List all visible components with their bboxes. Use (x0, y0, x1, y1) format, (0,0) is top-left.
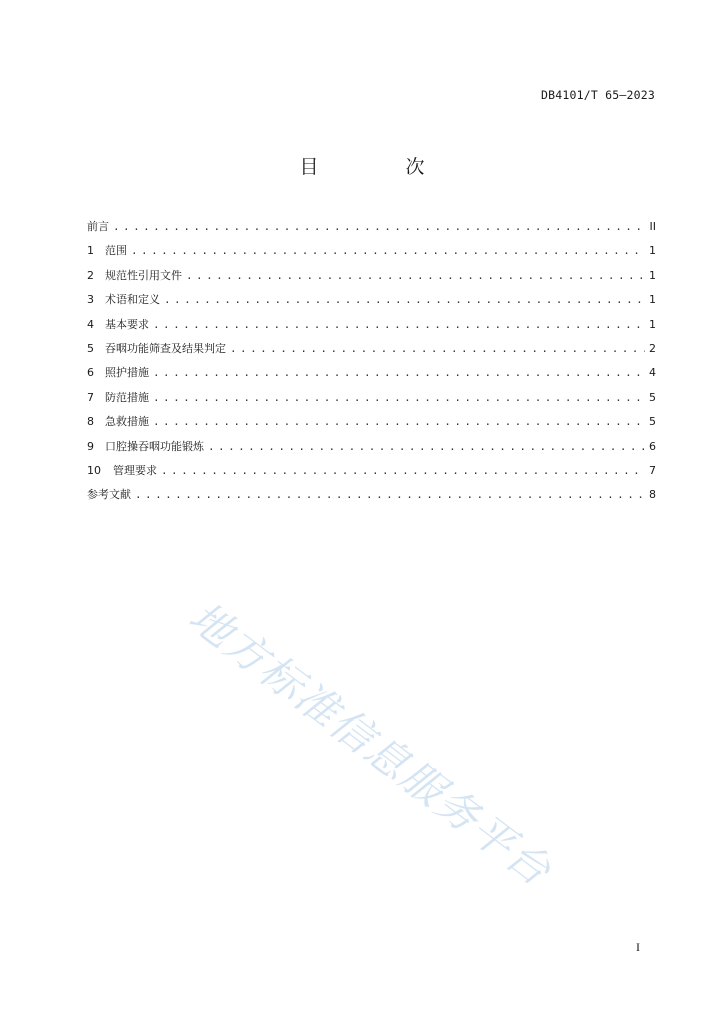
toc-entry-9[interactable] (87, 435, 656, 459)
toc-entry-10[interactable] (87, 459, 656, 483)
toc-entry-label: 吞咽功能筛查及结果判定 (105, 341, 226, 355)
toc-leader-dots (164, 288, 645, 312)
toc-entry-page: 2 (649, 341, 656, 355)
toc-leader-dots (186, 264, 645, 288)
toc-entry-label: 范围 (105, 244, 127, 258)
toc-entry-label: 口腔操吞咽功能锻炼 (105, 439, 204, 453)
toc-entry-number: 7 (87, 390, 94, 404)
toc-leader-dots (113, 215, 646, 239)
toc-entry-4[interactable] (87, 313, 656, 337)
toc-leader-dots (153, 410, 645, 434)
toc-entry-page: 5 (649, 390, 656, 404)
toc-entry-6[interactable] (87, 361, 656, 385)
toc-entry-number: 6 (87, 366, 94, 380)
toc-entry-page: 1 (649, 317, 656, 331)
toc-entry-number: 10 (87, 463, 101, 477)
toc-entry-page: 1 (649, 293, 656, 307)
toc-entry-number: 4 (87, 317, 94, 331)
toc-entry-8[interactable] (87, 410, 656, 434)
toc-entry-number: 8 (87, 415, 94, 429)
toc-entry-label: 管理要求 (113, 463, 157, 477)
toc-entry-number: 9 (87, 439, 94, 453)
toc-entry-bibliography[interactable] (87, 483, 656, 507)
watermark: 地方标准信息服务平台 (180, 592, 561, 896)
toc-entry-label: 防范措施 (105, 390, 149, 404)
toc-leader-dots (208, 435, 645, 459)
document-code: DB4101/T 65—2023 (541, 88, 655, 102)
toc-entry-5[interactable] (87, 337, 656, 361)
toc-entry-2[interactable] (87, 264, 656, 288)
toc-entry-label: 急救措施 (105, 415, 149, 429)
toc-entry-page: 6 (649, 439, 656, 453)
toc-entry-1[interactable] (87, 239, 656, 263)
toc-entry-foreword[interactable] (87, 215, 656, 239)
toc-entry-page: 1 (649, 268, 656, 282)
toc-leader-dots (161, 459, 645, 483)
toc-entry-page: 8 (649, 488, 656, 502)
toc-entry-number: 1 (87, 244, 94, 258)
toc-entry-page: 4 (649, 366, 656, 380)
toc-entry-number: 2 (87, 268, 94, 282)
toc-leader-dots (153, 386, 645, 410)
toc-entry-page: II (649, 220, 656, 233)
toc-leader-dots (131, 239, 645, 263)
toc-entry-number: 5 (87, 341, 94, 355)
toc-entry-page: 1 (649, 244, 656, 258)
toc-entry-7[interactable] (87, 386, 656, 410)
toc-leader-dots (153, 361, 645, 385)
toc-entry-number: 3 (87, 293, 94, 307)
page-number: I (636, 940, 640, 954)
toc-entry-page: 5 (649, 415, 656, 429)
toc-entry-3[interactable] (87, 288, 656, 312)
toc-leader-dots (153, 313, 645, 337)
toc-entry-label: 规范性引用文件 (105, 268, 182, 282)
toc-entry-label: 照护措施 (105, 366, 149, 380)
toc-entry-label: 前言 (87, 220, 109, 233)
toc-entry-label: 基本要求 (105, 317, 149, 331)
toc-entry-label: 术语和定义 (105, 293, 160, 307)
toc-entry-label: 参考文献 (87, 488, 131, 502)
table-of-contents (87, 215, 656, 508)
toc-entry-page: 7 (649, 463, 656, 477)
toc-leader-dots (230, 337, 645, 361)
toc-title: 目 次 (299, 156, 459, 178)
toc-leader-dots (135, 483, 645, 507)
